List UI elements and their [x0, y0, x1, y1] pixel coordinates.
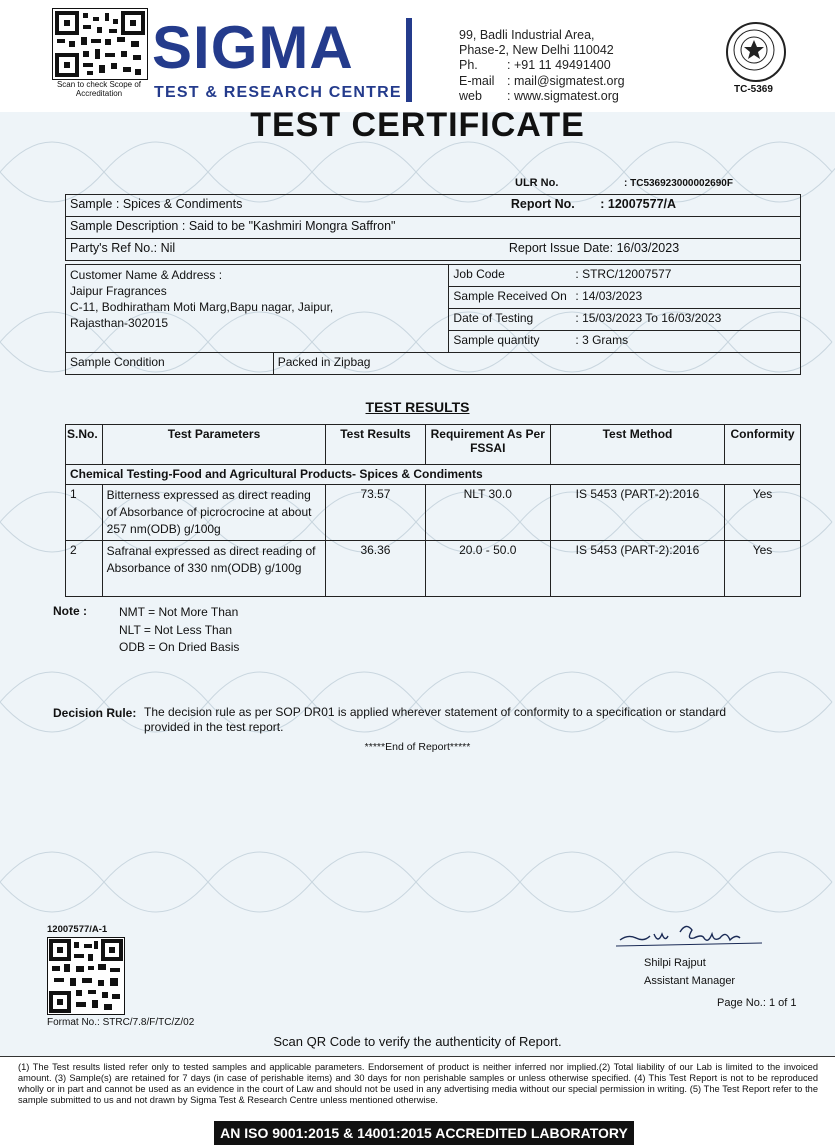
date-testing-label: Date of Testing: [453, 311, 534, 325]
date-testing-cell: [449, 309, 801, 331]
end-of-report: *****End of Report*****: [364, 741, 471, 753]
sample-description-cell: [66, 217, 801, 239]
customer-address-2: Rajasthan-302015: [70, 316, 169, 330]
sample-quantity-label: Sample quantity: [453, 333, 540, 347]
col-conformity: Conformity: [725, 425, 801, 465]
customer-cell: [66, 265, 449, 353]
sample-value: : Spices & Condiments: [115, 197, 243, 211]
note-nlt: NLT = Not Less Than: [119, 622, 233, 637]
qr-caption: Scan to check Scope of Accreditation: [56, 80, 142, 98]
decision-rule-line-1: The decision rule as per SOP DR01 is applied wherever statement of conformity to a specification or standard: [144, 705, 727, 719]
row-result: 36.36: [326, 541, 425, 597]
phone-value: : +91 11 49491400: [507, 58, 611, 73]
scan-qr-text: Scan QR Code to verify the authenticity of Report.: [273, 1034, 562, 1049]
col-results: Test Results: [326, 425, 425, 465]
sample-condition-value: Packed in Zipbag: [273, 353, 800, 375]
customer-address-1: C-11, Bodhiratham Moti Marg,Bapu nagar, Jaipur,: [70, 300, 334, 314]
report-no-cell: [451, 195, 801, 217]
phone-line: [459, 58, 625, 73]
sample-label: Sample: [70, 197, 113, 211]
test-results-heading: TEST RESULTS: [365, 399, 470, 415]
page-number: Page No.: 1 of 1: [717, 997, 797, 1009]
table-row: [66, 541, 801, 597]
accreditation-qr-code[interactable]: [52, 8, 148, 80]
sample-received-value: : 14/03/2023: [575, 289, 643, 303]
customer-label: Customer Name & Address :: [70, 268, 223, 282]
results-header-row: [66, 425, 801, 465]
note-label: Note :: [53, 604, 87, 618]
sample-received-cell: [449, 287, 801, 309]
results-group-row: Chemical Testing-Food and Agricultural Products- Spices & Condiments: [66, 465, 801, 485]
seal-label: TC-5369: [734, 84, 773, 95]
accreditation-banner: AN ISO 9001:2015 & 14001:2015 ACCREDITED LABORATORY: [214, 1121, 634, 1145]
row-method: IS 5453 (PART-2):2016: [550, 541, 724, 597]
row-result: 73.57: [326, 485, 425, 541]
sample-desc-value: : Said to be "Kashmiri Mongra Saffron": [181, 219, 396, 233]
company-subtitle: TEST & RESEARCH CENTRE: [154, 84, 402, 101]
ulr-label: ULR No.: [515, 177, 559, 189]
date-testing-value: : 15/03/2023 To 16/03/2023: [575, 311, 722, 325]
web-line: [459, 89, 625, 104]
logo-divider: [406, 18, 412, 102]
qr-code-icon: [48, 938, 124, 1014]
row-sno: 2: [66, 541, 103, 597]
signature-scribble: [612, 918, 772, 954]
signer-title: Assistant Manager: [644, 975, 736, 987]
party-ref: Party's Ref No.: Nil: [66, 239, 451, 261]
phone-label: Ph.: [459, 58, 478, 73]
report-no-label: Report No.: [510, 197, 575, 211]
job-code-value: : STRC/12007577: [575, 267, 672, 281]
sample-info-table: [65, 194, 801, 261]
email-line: [459, 74, 625, 89]
email-value[interactable]: : mail@sigmatest.org: [507, 73, 625, 88]
qr-code-icon: [53, 9, 147, 79]
col-method: Test Method: [550, 425, 724, 465]
customer-info-table: [65, 264, 801, 353]
certificate-title: TEST CERTIFICATE: [250, 106, 585, 144]
row-requirement: 20.0 - 50.0: [425, 541, 550, 597]
footer-divider: [0, 1056, 835, 1057]
col-sno: S.No.: [66, 425, 103, 465]
signer-name: Shilpi Rajput: [644, 957, 706, 969]
sample-condition-table: [65, 352, 801, 375]
sample-desc-label: Sample Description: [70, 219, 179, 233]
accreditation-seal-icon: [726, 22, 786, 82]
note-nmt: NMT = Not More Than: [119, 605, 239, 619]
footer-disclaimer: (1) The Test results listed refer only to tested samples and applicable parameters. Endorsement of product is neither inferred nor implied.(2) Total liability of our Lab is limited to the invoiced amount. (3) Sample(s) are retained for 7 days (in case of perishable items) and 30 days for non perishable samples or unless otherwise specified. (4) This Test Report is not to be reproduced wholly or in part and cannot be used as an evidence in the court of Law and should not be used in any advertising media without our special permission in writing. (5) The Test Report refer to the sample submitted to us and not drawn by Sigma Test & Research Centre unless mentioned otherwise.: [18, 1062, 818, 1105]
report-ref-code: 12007577/A-1: [47, 924, 108, 935]
sample-cell: [66, 195, 451, 217]
decision-rule-line-2: provided in the test report.: [144, 720, 284, 734]
col-requirement: Requirement As Per FSSAI: [425, 425, 550, 465]
row-conformity: Yes: [725, 485, 801, 541]
job-code-cell: [449, 265, 801, 287]
sample-quantity-cell: [449, 331, 801, 353]
ulr-value: : TC536923000002690F: [624, 178, 733, 189]
web-label: web: [459, 88, 482, 103]
sample-condition-label: Sample Condition: [66, 353, 274, 375]
star-seal-icon: [728, 24, 784, 80]
row-requirement: NLT 30.0: [425, 485, 550, 541]
email-label: E-mail: [459, 73, 495, 88]
row-method: IS 5453 (PART-2):2016: [550, 485, 724, 541]
col-parameters: Test Parameters: [102, 425, 326, 465]
address-line-2: Phase-2, New Delhi 110042: [459, 43, 614, 58]
decision-rule-label: Decision Rule:: [53, 706, 137, 720]
job-code-label: Job Code: [453, 267, 505, 281]
sample-quantity-value: : 3 Grams: [575, 333, 629, 347]
note-odb: ODB = On Dried Basis: [119, 640, 240, 654]
verification-qr-code[interactable]: [47, 937, 125, 1015]
company-logo: SIGMA: [152, 14, 354, 81]
report-no-value: : 12007577/A: [600, 197, 677, 211]
row-sno: 1: [66, 485, 103, 541]
customer-name: Jaipur Fragrances: [70, 284, 167, 298]
row-conformity: Yes: [725, 541, 801, 597]
sample-received-label: Sample Received On: [453, 289, 567, 303]
notes-list: [119, 604, 239, 657]
table-row: [66, 485, 801, 541]
signature: [612, 918, 772, 954]
web-value[interactable]: : www.sigmatest.org: [507, 88, 619, 103]
test-results-table: [65, 424, 801, 597]
row-parameter: Safranal expressed as direct reading of Absorbance of 330 nm(ODB) g/100g: [102, 541, 326, 597]
row-parameter: Bitterness expressed as direct reading of Absorbance of picrocrocine at about 257 nm(ODB) g/100g: [102, 485, 326, 541]
report-issue-date: Report Issue Date: 16/03/2023: [451, 239, 801, 261]
company-address: [459, 28, 625, 104]
decision-rule-text: [144, 705, 824, 735]
format-number: Format No.: STRC/7.8/F/TC/Z/02: [47, 1017, 195, 1028]
address-line-1: 99, Badli Industrial Area,: [459, 28, 595, 42]
